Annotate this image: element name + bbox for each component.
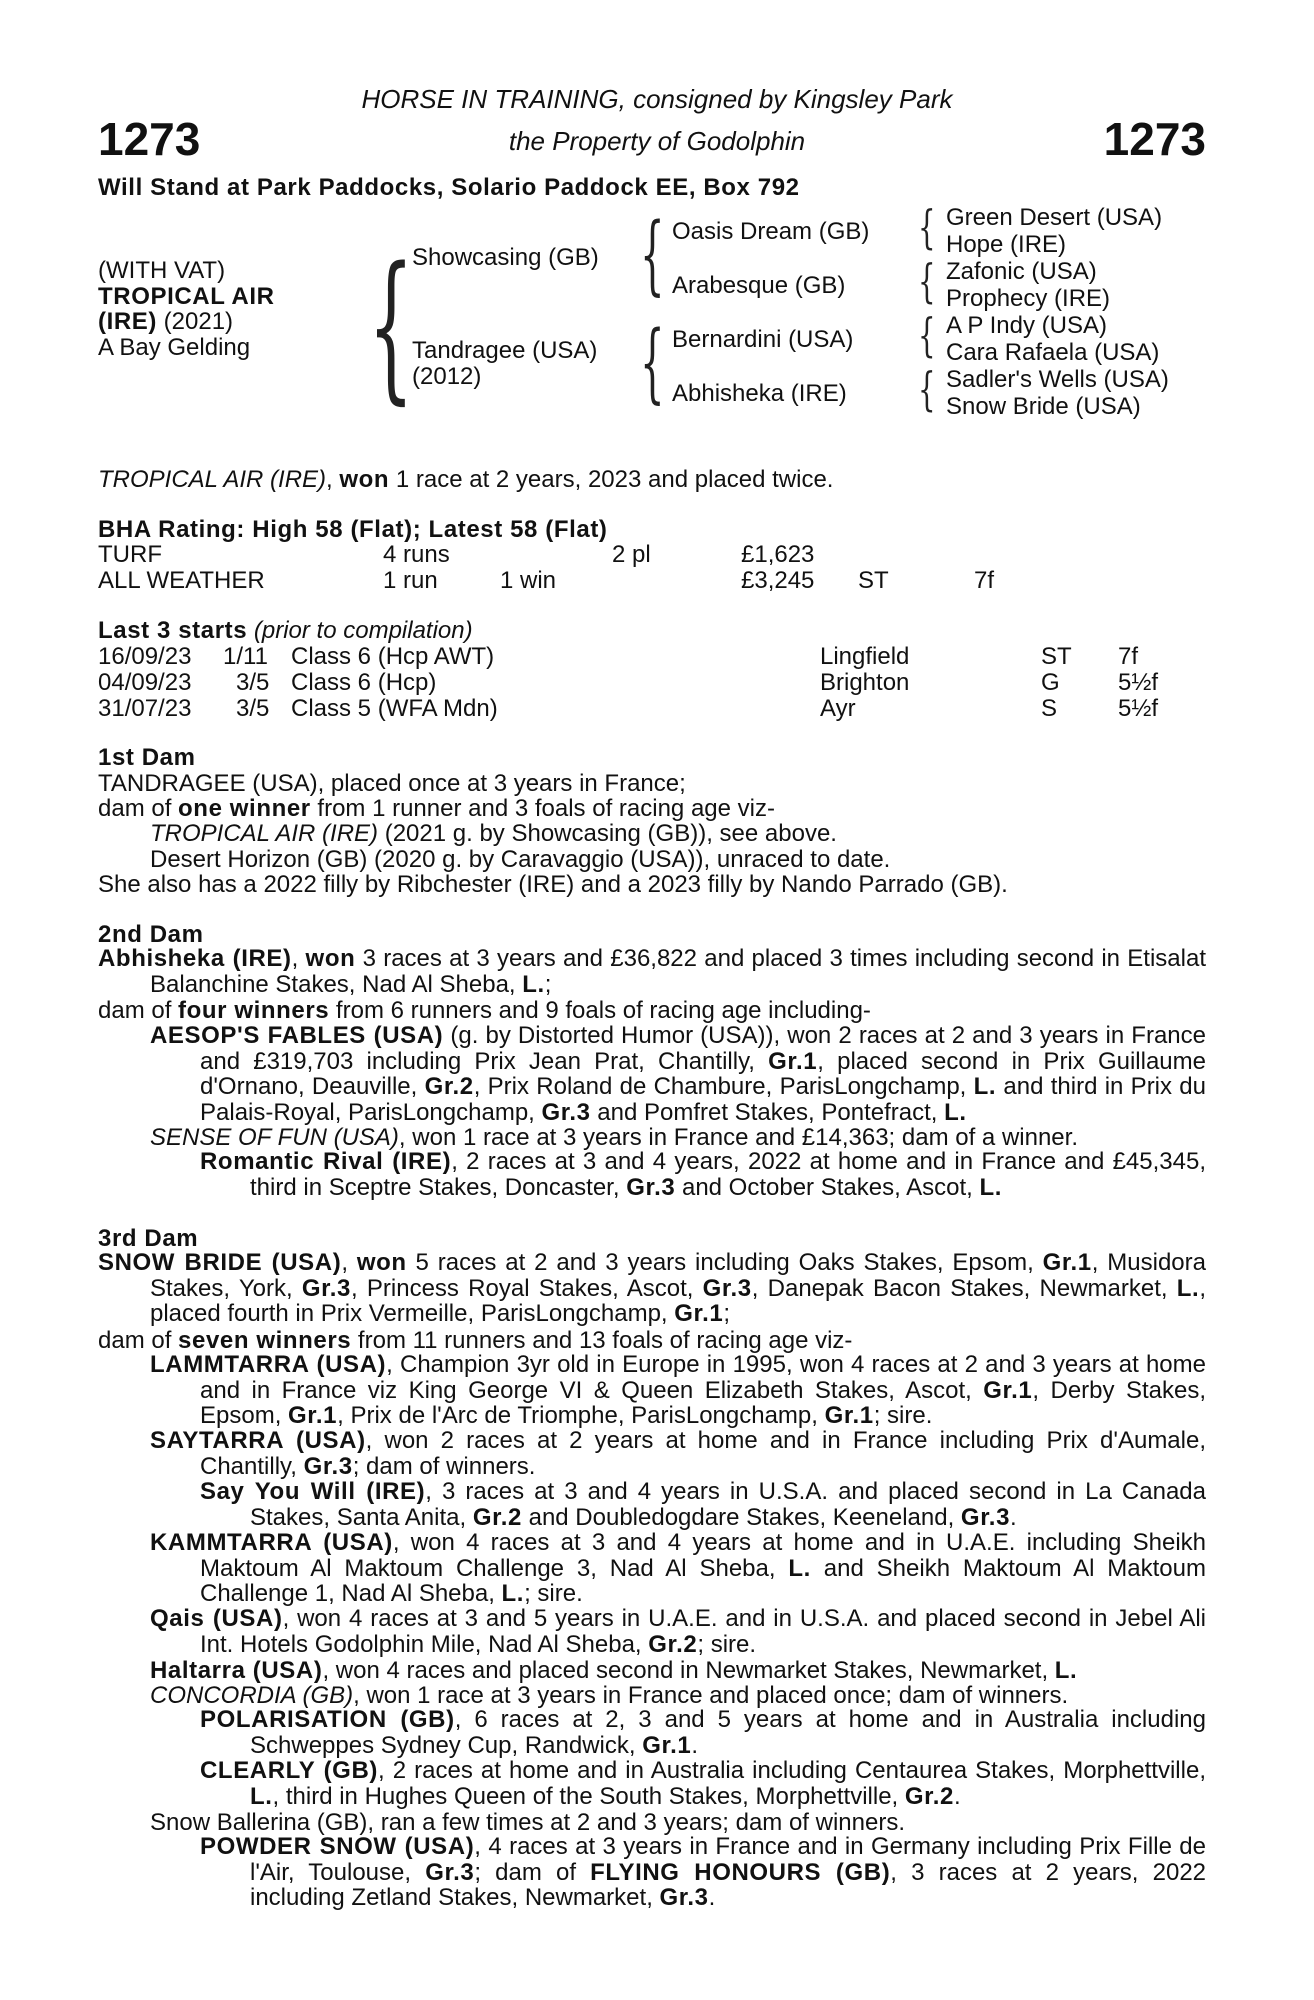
rating-turf-surface: TURF: [98, 541, 162, 568]
third-dam-kammtarra: [150, 1530, 1206, 1607]
d2-p1d: 3 races at 3 years and £36,822 and placed 3 times including second in Etisalat Balanchine Stakes, Nad Al Sheba,: [150, 945, 1206, 998]
d3-p3g: Gr.1: [824, 1402, 874, 1429]
horse-country: (IRE): [98, 308, 157, 335]
summary-won: won: [339, 466, 390, 493]
rating-turf-placed: 2 pl: [612, 541, 651, 568]
d3-p1h: , Princess Royal Stakes, Ascot,: [351, 1274, 703, 1302]
d2-p2c: from 6 runners and 9 foals of racing age including-: [329, 997, 871, 1024]
d3-p1b: ,: [341, 1249, 357, 1276]
pedigree-ssd: Hope (IRE): [946, 231, 1067, 258]
d3-p1e: Gr.1: [1042, 1249, 1092, 1276]
start-3-position: 3/5: [236, 695, 270, 722]
d3-p11b: , 2 races at home and in Australia including Centaurea Stakes, Morphettville,: [377, 1757, 1206, 1784]
d3-p8b: , won 4 races and placed second in Newmarket Stakes, Newmarket,: [322, 1657, 1055, 1684]
first-dam-line5: She also has a 2022 filly by Ribchester (IRE) and a 2023 filly by Nando Parrado (GB).: [98, 871, 1008, 898]
d3-p13c: Gr.3: [425, 1858, 475, 1886]
d3-p10d: .: [691, 1731, 698, 1759]
start-1-class: Class 6 (Hcp AWT): [291, 643, 495, 670]
start-3-distance: 5½f: [1118, 695, 1159, 722]
d3-p6f: ; sire.: [524, 1580, 583, 1607]
d3-p3b: , Champion 3yr old in Europe in 1995, won 4 races at 2 and 3 years at home and in France viz King George VI & Queen Elizabeth Stakes, Ascot,: [200, 1351, 1206, 1404]
d1-l3b: (2021 g. by Showcasing (GB)), see above.: [378, 820, 837, 847]
d3-p10b: , 6 races at 2, 3 and 5 years at home and in Australia including Schweppes Sydney Cup, Randwick,: [250, 1706, 1206, 1759]
start-1-going: ST: [1041, 643, 1072, 670]
d2-p4a: SENSE OF FUN (USA): [150, 1124, 399, 1151]
d3-p7a: Qais (USA): [150, 1605, 283, 1632]
d2-p5d: and October Stakes, Ascot,: [675, 1173, 980, 1201]
pedigree-sire: Showcasing (GB): [412, 244, 599, 271]
start-1-course: Lingfield: [820, 643, 910, 670]
pedigree-sss: Green Desert (USA): [946, 204, 1163, 231]
second-dam-p5: [200, 1149, 1206, 1200]
start-3-class: Class 5 (WFA Mdn): [291, 695, 498, 722]
lot-number-left: 1273: [98, 113, 201, 165]
pedigree-third-generation: [946, 204, 1169, 420]
last-starts-title: [98, 617, 473, 645]
brace-g1: {: [918, 200, 936, 254]
start-1-distance: 7f: [1118, 643, 1139, 670]
d3-p5e: Gr.3: [960, 1503, 1011, 1531]
consignor-line: HORSE IN TRAINING, consigned by Kingsley Park: [361, 84, 953, 114]
d3-p5f: .: [1010, 1503, 1017, 1531]
d3-p10c: Gr.1: [642, 1731, 692, 1759]
second-dam-p2: [98, 997, 871, 1025]
summary-rest: 1 race at 2 years, 2023 and placed twice.: [389, 466, 834, 493]
d2-p1e: L.: [522, 970, 545, 998]
horse-year: (2021): [157, 308, 234, 335]
d3-p9a: CONCORDIA (GB): [150, 1682, 354, 1709]
start-2-going: G: [1041, 669, 1060, 696]
pedigree-sire-sire: Oasis Dream (GB): [672, 218, 870, 245]
pedigree-sire-dam: Arabesque (GB): [672, 272, 846, 299]
d2-four-winners: four winners: [178, 997, 330, 1024]
pedigree-sds: Zafonic (USA): [946, 258, 1097, 285]
d2-p3j: and Pomfret Stakes, Pontefract,: [590, 1098, 945, 1126]
d3-p1a: SNOW BRIDE (USA): [98, 1249, 342, 1276]
d3-p7b: , won 4 races at 3 and 5 years in U.A.E. and in U.S.A. and placed second in Jebel Ali Int. Hotels Godolphin Mile, Nad Al Sheba,: [200, 1605, 1206, 1658]
d3-p3f: , Prix de l'Arc de Triomphe, ParisLongchamp,: [337, 1402, 825, 1429]
d1-l3a: TROPICAL AIR (IRE): [150, 820, 379, 847]
d2-p4b: , won 1 race at 3 years in France and £14,363; dam of a winner.: [398, 1124, 1078, 1151]
summary-name: TROPICAL AIR (IRE): [98, 466, 327, 493]
rating-aw-going: ST: [858, 567, 889, 594]
d2-p3k: L.: [944, 1098, 967, 1126]
first-dam-line1: TANDRAGEE (USA), placed once at 3 years in France;: [98, 770, 686, 797]
d2-p3f: , Prix Roland de Chambure, ParisLongchamp,: [473, 1073, 974, 1100]
start-2-position: 3/5: [236, 669, 270, 696]
d3-p2a: dam of: [98, 1327, 179, 1354]
start-2-distance: 5½f: [1118, 669, 1159, 696]
third-dam-haltarra: [150, 1657, 1077, 1685]
d3-p4b: , won 2 races at 2 years at home and in France including Prix d'Aumale, Chantilly,: [200, 1427, 1207, 1480]
d2-p3h: and third in Prix du Palais-Royal, ParisLongchamp,: [200, 1073, 1206, 1126]
summary-sep: ,: [326, 466, 340, 493]
d3-p11a: CLEARLY (GB): [200, 1757, 378, 1784]
d3-p1i: Gr.3: [702, 1274, 752, 1302]
start-2-course: Brighton: [820, 669, 910, 696]
d3-p5d: and Doubledogdare Stakes, Keeneland,: [521, 1503, 961, 1531]
d3-p1m: Gr.1: [674, 1300, 724, 1327]
d3-p3h: ; sire.: [873, 1402, 933, 1429]
d3-p1f: , Musidora Stakes, York,: [150, 1249, 1206, 1302]
third-dam-snow-ballerina: Snow Ballerina (GB), ran a few times at 2 and 3 years; dam of winners.: [150, 1809, 906, 1836]
first-dam-title: 1st Dam: [98, 744, 196, 771]
d3-p1j: , Danepak Bacon Stakes, Newmarket,: [751, 1274, 1177, 1302]
d3-p13g: Gr.3: [659, 1884, 709, 1911]
d3-p8c: L.: [1054, 1657, 1078, 1684]
horse-identity: [98, 258, 275, 360]
start-2-class: Class 6 (Hcp): [291, 669, 437, 696]
start-1-date: 16/09/23: [98, 643, 192, 670]
second-dam-p1: [98, 946, 1206, 997]
rating-aw-distance: 7f: [974, 567, 995, 594]
d3-p7d: ; sire.: [697, 1630, 757, 1658]
d3-p3a: LAMMTARRA (USA): [150, 1351, 387, 1378]
third-dam-title: 3rd Dam: [98, 1225, 199, 1252]
rating-aw-prize: £3,245: [741, 567, 815, 594]
third-dam-powder-snow: [200, 1834, 1206, 1911]
first-dam-line3: [150, 820, 837, 848]
pedigree-dam-year: (2012): [412, 362, 482, 390]
d3-p5a: Say You Will (IRE): [200, 1478, 426, 1505]
d3-p5c: Gr.2: [472, 1503, 522, 1531]
d3-p1l: , placed fourth in Prix Vermeille, ParisLongchamp,: [150, 1274, 1206, 1327]
third-dam-lammtarra: [150, 1352, 1206, 1429]
d2-p3b: (g. by Distorted Humor (USA)), won 2 races at 2 and 3 years in France and £319,703 including Prix Jean Prat, Chantilly,: [200, 1022, 1206, 1075]
d3-p6b: , won 4 races at 3 and 4 years at home and in U.A.E. including Sheikh Maktoum Al Maktoum Challenge 3, Nad Al Sheba,: [200, 1529, 1206, 1582]
last-starts-label: Last 3 starts: [98, 617, 248, 644]
d3-p3e: Gr.1: [288, 1402, 338, 1429]
brace-g4: {: [918, 362, 936, 416]
d2-p5a: Romantic Rival (IRE): [200, 1148, 452, 1175]
third-dam-polarisation: [200, 1707, 1206, 1758]
pedigree-dam-dam: Abhisheka (IRE): [672, 380, 847, 407]
second-dam-title: 2nd Dam: [98, 921, 204, 948]
d2-p5b: , 2 races at 3 and 4 years, 2022 at home and in France and £45,345, third in Sceptre Stakes, Doncaster,: [250, 1148, 1207, 1201]
d3-p5b: , 3 races at 3 and 4 years in U.S.A. and placed second in La Canada Stakes, Santa Anita,: [250, 1478, 1206, 1531]
d3-p1c: won: [356, 1249, 407, 1276]
d3-p6d: and Sheikh Maktoum Al Maktoum Challenge 1, Nad Al Sheba,: [200, 1554, 1206, 1607]
d3-p4a: SAYTARRA (USA): [150, 1427, 366, 1454]
pedigree-dam: Tandragee (USA): [412, 337, 598, 364]
d2-p3i: Gr.3: [541, 1098, 591, 1126]
d3-p8a: Haltarra (USA): [150, 1657, 323, 1684]
d3-p6a: KAMMTARRA (USA): [150, 1529, 393, 1556]
dam-brace: {: [640, 313, 665, 413]
horse-description: A Bay Gelding: [98, 333, 251, 361]
pedigree-dam-sire: Bernardini (USA): [672, 326, 854, 353]
d3-p4c: Gr.3: [303, 1452, 353, 1480]
d3-p10a: POLARISATION (GB): [200, 1706, 455, 1733]
d3-seven-winners: seven winners: [178, 1327, 352, 1354]
d3-p11f: .: [954, 1782, 961, 1810]
d3-p13d: ; dam of: [474, 1858, 591, 1886]
rating-turf-prize: £1,623: [741, 541, 815, 568]
d2-p3a: AESOP'S FABLES (USA): [150, 1022, 444, 1049]
d3-p4d: ; dam of winners.: [352, 1452, 536, 1480]
start-3-course: Ayr: [820, 695, 856, 722]
d3-p13b: , 4 races at 3 years in France and in Germany including Prix Fille de l'Air, Toulouse,: [250, 1833, 1206, 1886]
pedigree-dss: A P Indy (USA): [946, 312, 1107, 339]
d3-p1k: L.: [1176, 1274, 1200, 1302]
start-2-date: 04/09/23: [98, 669, 192, 696]
sire-brace: {: [640, 205, 665, 305]
d3-p13a: POWDER SNOW (USA): [200, 1833, 475, 1860]
d2-p5e: L.: [979, 1173, 1002, 1201]
start-1-position: 1/11: [223, 643, 268, 670]
brace-g3: {: [918, 308, 936, 362]
d3-p13e: FLYING HONOURS (GB): [590, 1858, 891, 1886]
d3-p6c: L.: [788, 1554, 811, 1582]
pedigree-dam-block: [412, 338, 597, 389]
d3-p9b: , won 1 race at 3 years in France and placed once; dam of winners.: [353, 1682, 1069, 1709]
third-dam-p1: [98, 1250, 1206, 1327]
last-starts-note: (prior to compilation): [247, 617, 473, 644]
second-dam-p3: [150, 1023, 1206, 1125]
d2-p2a: dam of: [98, 997, 179, 1024]
third-dam-clearly: [200, 1758, 1206, 1809]
lot-number-right: 1273: [1103, 113, 1206, 165]
pedigree-main-brace: {: [368, 232, 414, 419]
d1-one-winner: one winner: [178, 795, 311, 822]
d3-p13h: .: [708, 1884, 716, 1911]
vat-note: (WITH VAT): [98, 257, 226, 284]
stand-location: Will Stand at Park Paddocks, Solario Paddock EE, Box 792: [98, 174, 800, 201]
d3-p11c: L.: [250, 1782, 273, 1810]
rating-aw-surface: ALL WEATHER: [98, 567, 265, 594]
first-dam-line2: [98, 795, 775, 823]
third-dam-say-you-will: [200, 1479, 1206, 1530]
third-dam-qais: [150, 1606, 1206, 1657]
d3-p3d: , Derby Stakes, Epsom,: [200, 1376, 1207, 1429]
pedigree-sdd: Prophecy (IRE): [946, 285, 1111, 312]
rating-aw-wins: 1 win: [500, 567, 557, 594]
d3-p11d: , third in Hughes Queen of the South Stakes, Morphettville,: [272, 1782, 905, 1810]
rating-turf-runs: 4 runs: [383, 541, 450, 568]
start-3-date: 31/07/23: [98, 695, 192, 722]
third-dam-saytarra: [150, 1428, 1206, 1479]
d3-p3c: Gr.1: [983, 1376, 1033, 1404]
pedigree-dsd: Cara Rafaela (USA): [946, 339, 1160, 366]
d2-p5c: Gr.3: [626, 1173, 676, 1201]
pedigree-dds: Sadler's Wells (USA): [946, 366, 1169, 393]
bha-rating-title: BHA Rating: High 58 (Flat); Latest 58 (Flat): [98, 516, 608, 543]
d3-p11e: Gr.2: [904, 1782, 954, 1810]
d2-p1b: ,: [291, 945, 306, 972]
start-3-going: S: [1041, 695, 1058, 722]
d3-p7c: Gr.2: [648, 1630, 698, 1658]
pedigree-ddd: Snow Bride (USA): [946, 393, 1141, 420]
horse-name: TROPICAL AIR: [98, 282, 275, 310]
property-line: the Property of Godolphin: [508, 126, 806, 156]
first-dam-line4: Desert Horizon (GB) (2020 g. by Caravaggio (USA)), unraced to date.: [150, 846, 891, 873]
d3-p2c: from 11 runners and 13 foals of racing age viz-: [351, 1327, 853, 1354]
rating-aw-runs: 1 run: [383, 567, 438, 594]
d3-p1n: ;: [723, 1300, 731, 1327]
race-summary: [98, 466, 833, 494]
d2-p1c: won: [305, 945, 356, 972]
d2-p3d: , placed second in Prix Guillaume d'Ornano, Deauville,: [200, 1047, 1206, 1100]
d3-p1g: Gr.3: [301, 1274, 351, 1302]
d3-p13f: , 3 races at 2 years, 2022 including Zetland Stakes, Newmarket,: [250, 1858, 1207, 1911]
d2-p1a: Abhisheka (IRE): [98, 945, 292, 972]
d2-p3g: L.: [973, 1073, 997, 1100]
brace-g2: {: [918, 254, 936, 308]
d1-l2a: dam of: [98, 795, 179, 822]
d1-l2c: from 1 runner and 3 foals of racing age viz-: [310, 795, 775, 822]
d3-p1d: 5 races at 2 and 3 years including Oaks Stakes, Epsom,: [406, 1249, 1043, 1276]
d2-p1f: ;: [544, 970, 552, 998]
d2-p3c: Gr.1: [768, 1047, 818, 1075]
d2-p3e: Gr.2: [424, 1073, 474, 1100]
horse-name-line2: [98, 309, 275, 335]
d3-p6e: L.: [501, 1580, 525, 1607]
